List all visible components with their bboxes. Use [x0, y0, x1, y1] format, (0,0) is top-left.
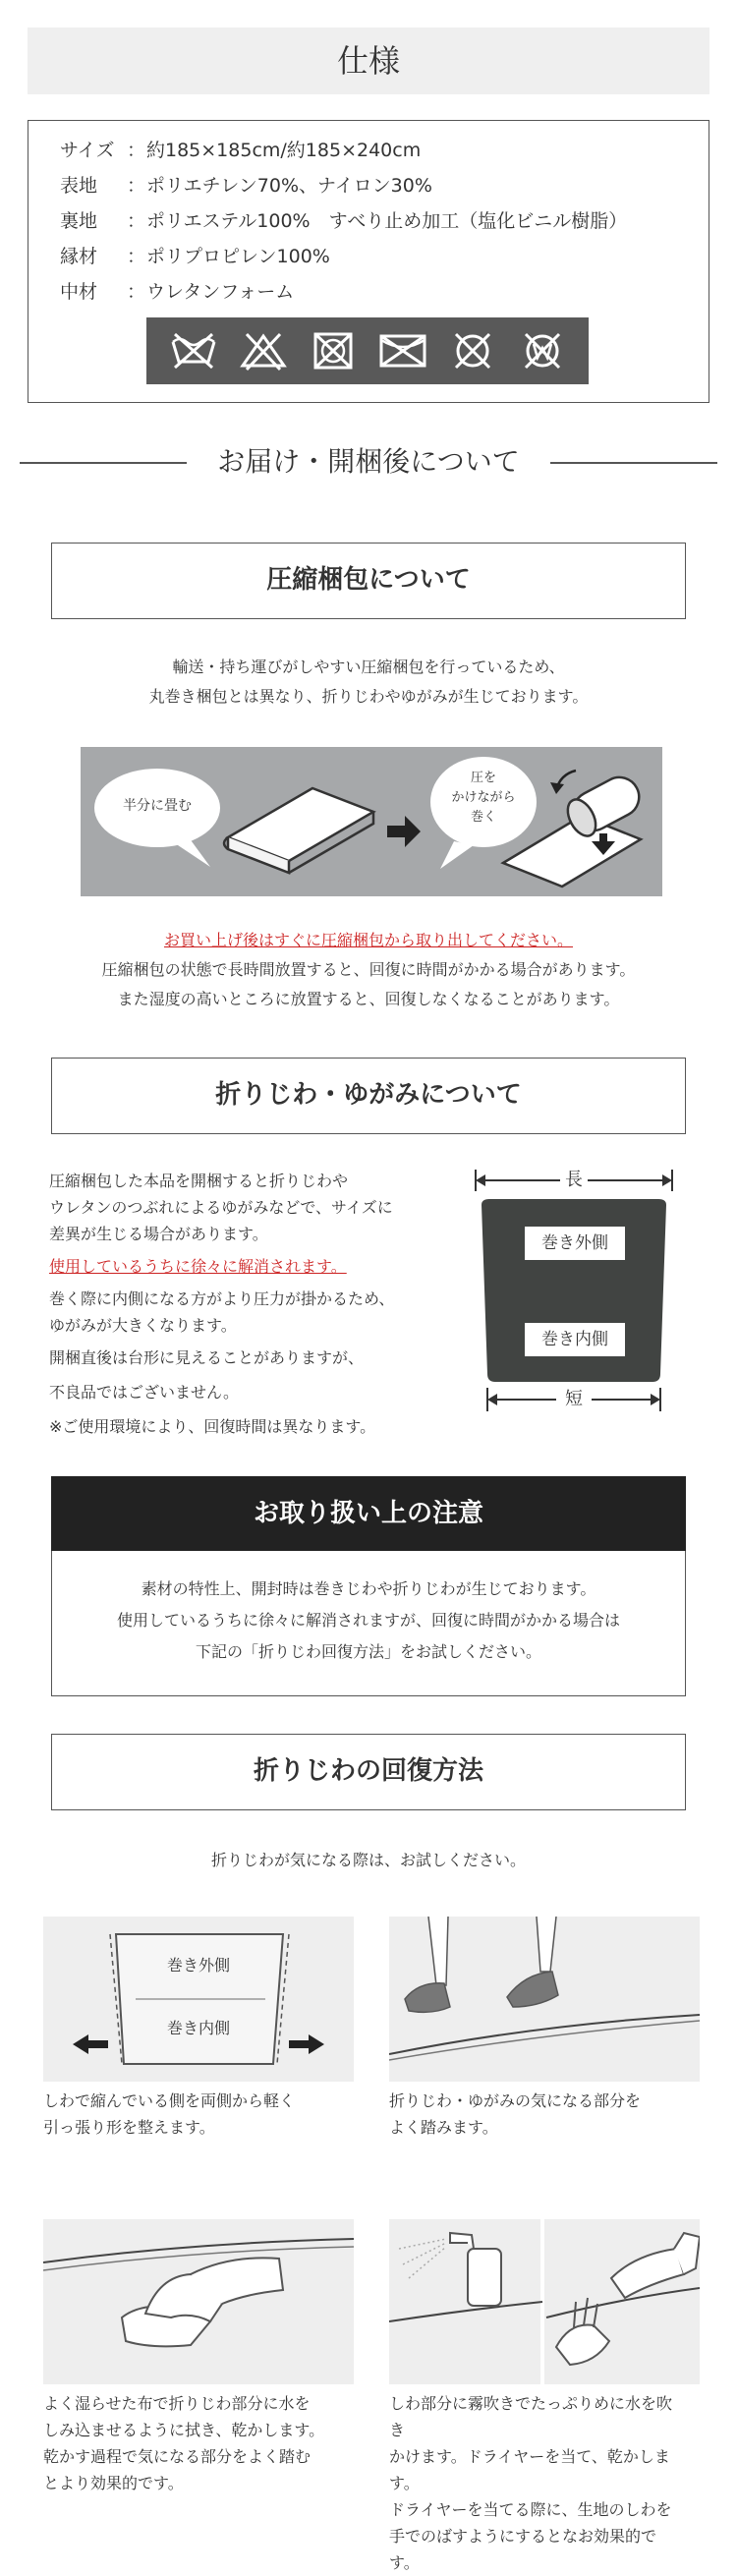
- step4-illustration: [389, 2219, 700, 2384]
- wrinkle-title: 折りじわ・ゆがみについて: [51, 1058, 686, 1134]
- step1-caption: しわで縮んでいる側を両側から軽く 引っ張り形を整えます。: [43, 2091, 296, 2137]
- spec-row-core: 中材 ：ウレタンフォーム: [60, 281, 295, 303]
- step3-illustration: [43, 2219, 354, 2384]
- label-outer: 巻き外側: [525, 1227, 625, 1260]
- compress-illustration-art: [81, 747, 662, 896]
- step1-inner: 巻き内側: [166, 2019, 230, 2037]
- no-dryclean-icon: [446, 330, 499, 372]
- step1-art: [43, 1917, 354, 2082]
- compress-line-2: 丸巻き梱包とは異なり、折りじわやゆがみが生じております。: [148, 687, 589, 706]
- wrinkle-text: 圧縮梱包した本品を開梱すると折りじわや ウレタンのつぶれによるゆがみなどで、サイズに 差異が生じる場合があります。 使用しているうちに徐々に解消されます。 巻く際に内側になる方がより圧力が掛かるため、 ゆがみが大きくなります。 開梱直後は台形に見えることがありますが、 不良品ではございません。 ※ご使用環境により、回復時間は異なります。: [49, 1172, 395, 1436]
- no-tumble-dry-icon: [307, 330, 360, 372]
- step1-outer: 巻き外側: [166, 1956, 230, 1975]
- spec-title: 仕様: [28, 28, 709, 94]
- no-bleach-icon: [237, 330, 290, 372]
- caution-title: お取り扱い上の注意: [51, 1476, 686, 1551]
- caution-line-2: 使用しているうちに徐々に解消されますが、回復に時間がかかる場合は: [116, 1611, 620, 1630]
- bubble-roll-pressure: 圧を かけながら 巻く: [451, 771, 516, 825]
- compress-note-1: 圧縮梱包の状態で長時間放置すると、回復に時間がかかる場合があります。: [101, 960, 636, 979]
- compress-warning: お買い上げ後はすぐに圧縮梱包から取り出してください。: [163, 931, 573, 949]
- bubble-fold-half: 半分に畳む: [123, 798, 192, 814]
- step2-caption: 折りじわ・ゆがみの気になる部分を よく踏みます。: [389, 2091, 642, 2137]
- label-long: 長: [565, 1170, 583, 1190]
- step4-art: [389, 2219, 700, 2384]
- label-short: 短: [565, 1389, 583, 1409]
- spec-row-size: サイズ ：約185×185cm/約185×240cm: [60, 140, 422, 161]
- recovery-intro: 折りじわが気になる際は、お試しください。: [210, 1851, 526, 1869]
- compress-illustration: [81, 747, 662, 896]
- label-inner: 巻き内側: [525, 1323, 625, 1356]
- no-wetclean-icon: [516, 330, 569, 372]
- step1-illustration: [43, 1917, 354, 2082]
- spec-row-face: 表地 ：ポリエチレン70%、ナイロン30%: [60, 175, 432, 197]
- step4-caption: しわ部分に霧吹きでたっぷりめに水を吹き かけます。ドライヤーを当て、乾かします。 ドライヤーを当てる際に、生地のしわを 手でのばすようにするとなお効果的です。: [389, 2394, 673, 2572]
- spec-box: [28, 120, 709, 403]
- step3-art: [43, 2219, 354, 2384]
- no-wash-icon: [167, 330, 220, 372]
- step3-caption: よく湿らせた布で折りじわ部分に水を しみ込ませるように拭き、乾かします。 乾かす過程で気になる部分をよく踏む とより効果的です。: [43, 2394, 325, 2492]
- compress-title: 圧縮梱包について: [51, 543, 686, 619]
- care-label-strip: [146, 317, 589, 384]
- compress-line-1: 輸送・持ち運びがしやすい圧縮梱包を行っているため、: [172, 658, 565, 676]
- step2-art: [389, 1917, 700, 2082]
- caution-line-3: 下記の「折りじわ回復方法」をお試しください。: [195, 1642, 541, 1661]
- spec-row-edge: 縁材 ：ポリプロピレン100%: [60, 246, 330, 267]
- step2-illustration: [389, 1917, 700, 2082]
- compress-note-2: また湿度の高いところに放置すると、回復しなくなることがあります。: [117, 990, 620, 1008]
- spec-row-back: 裏地 ：ポリエステル100% すべり止め加工（塩化ビニル樹脂）: [60, 210, 628, 232]
- trapezoid-diagram: [472, 1160, 688, 1415]
- no-dry-icon: [376, 330, 429, 372]
- caution-line-1: 素材の特性上、開封時は巻きじわや折りじわが生じております。: [141, 1579, 596, 1598]
- section-heading: お届け・開梱後について: [217, 445, 520, 478]
- recovery-title: 折りじわの回復方法: [51, 1734, 686, 1810]
